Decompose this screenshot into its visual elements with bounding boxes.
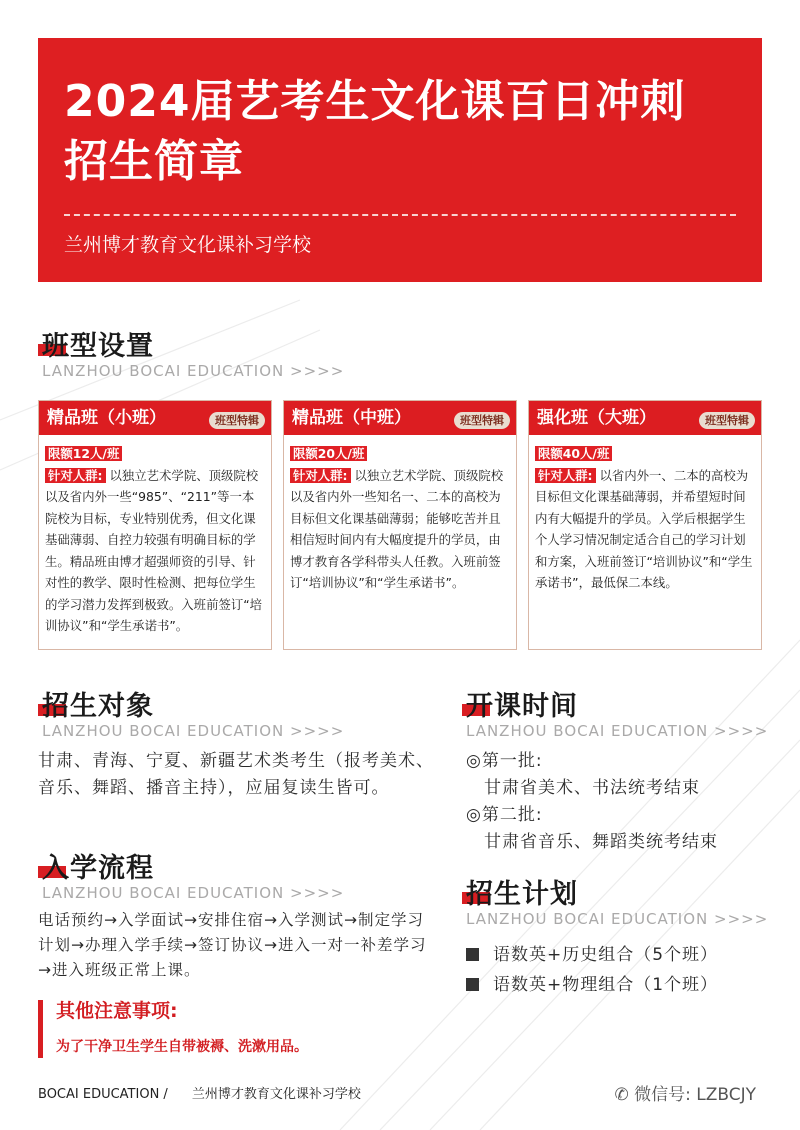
targets-text: 甘肃、青海、宁夏、新疆艺术类考生（报考美术、音乐、舞蹈、播音主持），应届复读生皆可。 xyxy=(38,751,434,798)
target-label: 针对人群: xyxy=(45,468,106,483)
section-sub-plan: LANZHOU BOCAI EDUCATION >>>> xyxy=(466,910,769,928)
square-bullet-icon xyxy=(466,978,479,991)
target-label: 针对人群: xyxy=(290,468,351,483)
class-card-small xyxy=(38,400,272,650)
section-sub-schedule: LANZHOU BOCAI EDUCATION >>>> xyxy=(466,722,769,740)
footer-school: 兰州博才教育文化课补习学校 xyxy=(191,1087,361,1102)
schedule-list xyxy=(466,748,776,856)
footer xyxy=(38,1083,361,1102)
quota-label: 限额12人/班 xyxy=(45,446,122,461)
process-text: 电话预约→入学面试→安排住宿→入学测试→制定学习计划→办理入学手续→签订协议→进入一对一补差学习→进入班级正常上课。 xyxy=(38,911,427,979)
notice-bar xyxy=(38,1000,43,1058)
footer-brand: BOCAI EDUCATION / xyxy=(38,1087,168,1102)
wechat-icon: ✆ xyxy=(614,1085,629,1105)
square-bullet-icon xyxy=(466,948,479,961)
section-sub-targets: LANZHOU BOCAI EDUCATION >>>> xyxy=(42,722,345,740)
header-banner xyxy=(38,38,762,282)
card-body xyxy=(529,435,761,594)
quota-label: 限额40人/班 xyxy=(535,446,612,461)
section-title-class-setup: 班型设置 xyxy=(42,324,154,363)
card-tag: 班型特辑 xyxy=(454,412,510,429)
notice-title: 其他注意事项: xyxy=(56,1000,178,1022)
quota-label: 限额20人/班 xyxy=(290,446,367,461)
target-label: 针对人群: xyxy=(535,468,596,483)
section-title-process: 入学流程 xyxy=(42,846,154,885)
page-title: 2024届艺考生文化课百日冲刺 招生简章 xyxy=(64,76,686,187)
card-header: 精品班（小班） 班型特辑 xyxy=(39,401,271,435)
card-desc: 以独立艺术学院、顶级院校以及省内外一些“985”、“211”等一本院校为目标，专业特别优秀，但文化课基础薄弱、自控力较强有明确目标的学生。精品班由博才超强师资的引导、针对性的教学、限时性检测、把每位学生的学习潜力发挥到极致。入班前签订“培训协议”和“学生承诺书”。 xyxy=(45,467,263,633)
class-card-large xyxy=(528,400,762,650)
batch1-text: 甘肃省美术、书法统考结束 xyxy=(484,778,700,798)
plan-item: 语数英+历史组合（5个班） xyxy=(466,940,776,970)
section-sub-process: LANZHOU BOCAI EDUCATION >>>> xyxy=(42,884,345,902)
card-header: 精品班（中班） 班型特辑 xyxy=(284,401,516,435)
class-card-medium xyxy=(283,400,517,650)
card-tag: 班型特辑 xyxy=(699,412,755,429)
card-header: 强化班（大班） 班型特辑 xyxy=(529,401,761,435)
section-title-plan: 招生计划 xyxy=(466,872,578,911)
wechat-watermark: ✆ 微信号: LZBCJY xyxy=(614,1085,756,1105)
header-divider xyxy=(64,214,736,216)
card-body xyxy=(284,435,516,594)
plan-list xyxy=(466,940,776,1000)
section-sub-class-setup: LANZHOU BOCAI EDUCATION >>>> xyxy=(42,362,345,380)
notice-text: 为了干净卫生学生自带被褥、洗漱用品。 xyxy=(56,1039,308,1055)
batch2-label: ◎第二批: xyxy=(466,805,543,825)
section-title-targets: 招生对象 xyxy=(42,684,154,723)
school-name: 兰州博才教育文化课补习学校 xyxy=(64,234,312,256)
batch1-label: ◎第一批: xyxy=(466,751,543,771)
batch2-text: 甘肃省音乐、舞蹈类统考结束 xyxy=(484,832,718,852)
card-desc: 以独立艺术学院、顶级院校以及省内外一些知名一、二本的高校为目标但文化课基础薄弱；能够吃苦并且相信短时间内有大幅度提升的学员，由博才教育各学科带头人任教。入班前签订“培训协议”和“学生承诺书”。 xyxy=(290,467,504,590)
plan-item: 语数英+物理组合（1个班） xyxy=(466,970,776,1000)
section-title-schedule: 开课时间 xyxy=(466,684,578,723)
card-tag: 班型特辑 xyxy=(209,412,265,429)
card-desc: 以省内外一、二本的高校为目标但文化课基础薄弱，并希望短时间内有大幅提升的学员。入学后根据学生个人学习情况制定适合自己的学习计划和方案，入班前签订“培训协议”和“学生承诺书”，最低保二本线。 xyxy=(535,467,753,590)
card-body xyxy=(39,435,271,637)
